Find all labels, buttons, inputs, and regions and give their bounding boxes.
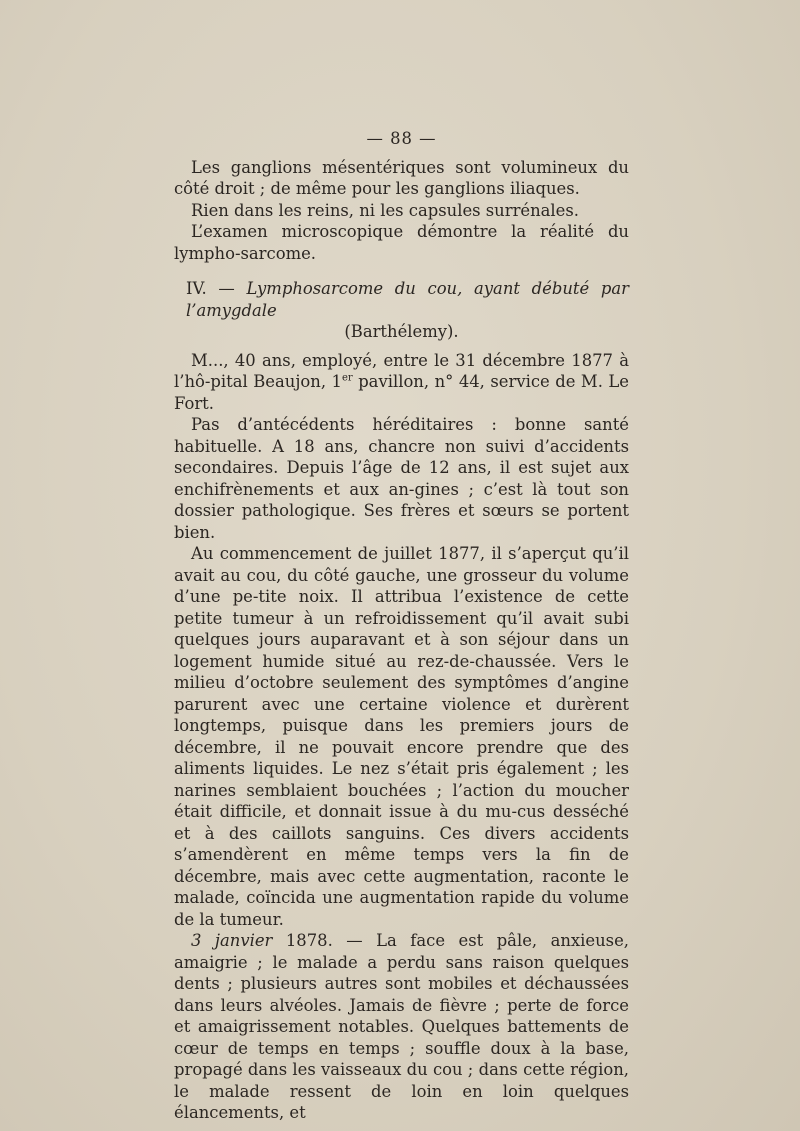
date-label: 3 janvier bbox=[191, 931, 273, 950]
paragraph-history: Au commencement de juillet 1877, il s’aperçut qu’il avait au cou, du côté gauche, une grosseur du volume d’une pe-tite noix. Il attribua l’existence de cette petite tumeur à un refroidissement qu’il avait subi quelques jours auparavant et à son séjour dans un logement humide situé au rez-de-chaussée. Vers le milieu d’octobre seulement des symptômes d’angine parurent avec une certaine violence et durèrent longtemps, puisque dans les premiers jours de décembre, il ne pouvait encore prendre que des aliments liquides. Le nez s’était pris également ; les narines semblaient bouchées ; l’action du moucher était difficile, et donnait issue à du mu-cus desséché et à des caillots sanguins. Ces divers accidents s’amendèrent en même temps vers la fin de décembre, mais avec cette augmentation, raconte le malade, coïncida une augmentation rapide du volume de la tumeur. bbox=[174, 544, 629, 929]
superscript-er: er bbox=[341, 372, 353, 384]
paragraph-antecedents: Pas d’antécédents héréditaires : bonne santé habituelle. A 18 ans, chancre non suivi d’accidents secondaires. Depuis l’âge de 12 ans, il est sujet aux enchifrènements et aux an-gines ; c’est là tout son dossier pathologique. Ses frères et sœurs se portent bien. bbox=[174, 415, 629, 542]
page-number: — 88 — bbox=[366, 129, 437, 148]
paragraph-ganglions: Les ganglions mésentériques sont volumineux du côté droit ; de même pour les ganglions iliaques. bbox=[174, 157, 629, 198]
section-number: IV. — bbox=[186, 279, 235, 298]
date-year: 1878. — bbox=[272, 931, 377, 950]
paragraph-admission bbox=[174, 350, 629, 415]
section-heading bbox=[174, 278, 629, 343]
section-title: Lymphosarcome du cou, ayant débuté par l’amygdale bbox=[186, 279, 629, 320]
paragraph-reins: Rien dans les reins, ni les capsules surrénales. bbox=[191, 200, 579, 220]
page-text bbox=[174, 128, 629, 1124]
paragraph-january bbox=[174, 930, 629, 1124]
admission-text-a: M..., 40 ans, employé, entre le 31 décembre 1877 à l’hô-pital Beaujon, 1 bbox=[174, 350, 629, 391]
section-author: (Barthélemy). bbox=[344, 322, 459, 341]
january-text: La face est pâle, anxieuse, amaigrie ; le malade a perdu sans raison quelques dents ; plusieurs autres sont mobiles et déchaussées dans leurs alvéoles. Jamais de fièvre ; perte de force et amaigrissement notables. Quelques battements de cœur de temps en temps ; souffle doux à la base, propagé dans les vaisseaux du cou ; dans cette région, le malade ressent de loin en loin quelques élancements, et bbox=[174, 931, 629, 1122]
admission-text-b: pavillon, n° 44, service de M. Le Fort. bbox=[174, 372, 630, 413]
paragraph-examen: L’examen microscopique démontre la réalité du lympho-sarcome. bbox=[174, 222, 629, 263]
